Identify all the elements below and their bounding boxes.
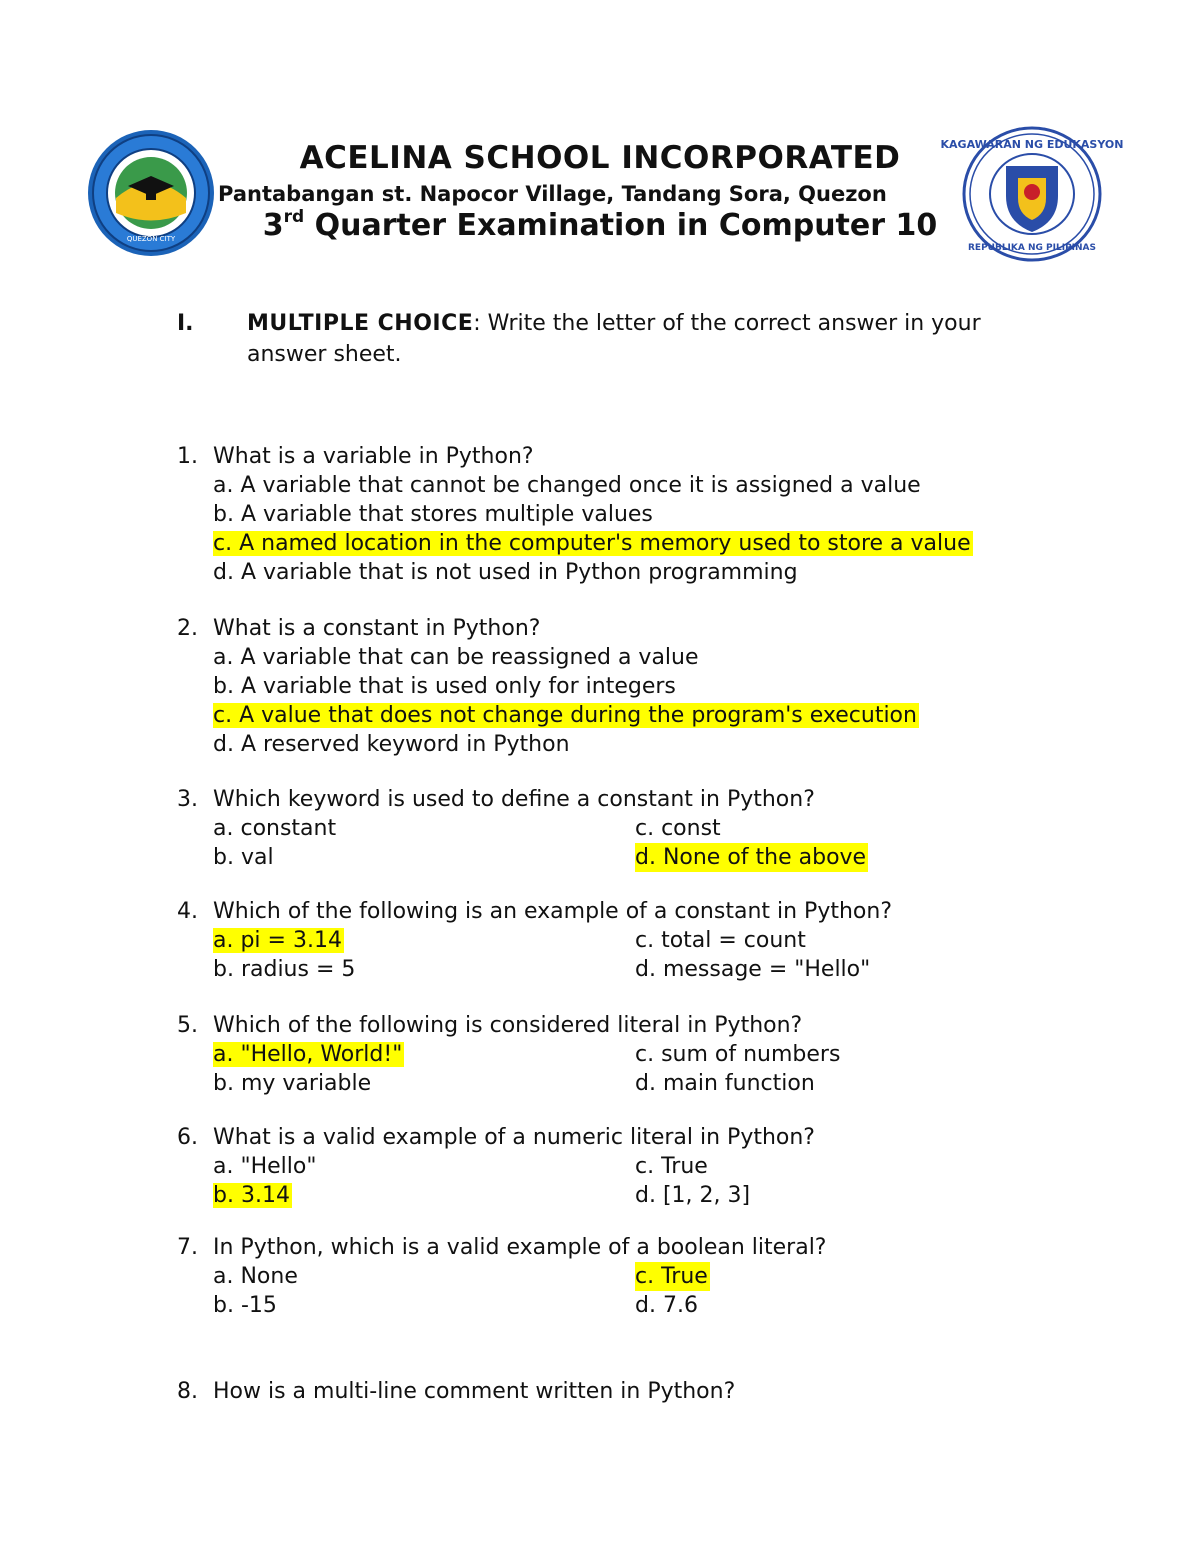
question-number: 4. (177, 899, 198, 924)
question-4 (177, 897, 892, 984)
question-number: 6. (177, 1125, 198, 1150)
option-d: d. A variable that is not used in Python programming (213, 560, 798, 585)
option-d: d. [1, 2, 3] (635, 1183, 751, 1208)
option-d: d. main function (635, 1071, 815, 1096)
exam-title-number: 3 (262, 208, 284, 243)
seal-caption: QUEZON CITY (126, 235, 176, 243)
option-c: c. total = count (635, 928, 806, 953)
section-instruction: : Write the letter of the correct answer in your answer sheet. (247, 311, 981, 367)
option-a-highlighted-answer: a. "Hello, World!" (213, 1042, 403, 1067)
option-c-highlighted-answer: c. True (635, 1264, 708, 1289)
option-a: a. A variable that cannot be changed once it is assigned a value (213, 473, 921, 498)
question-number: 8. (177, 1379, 198, 1404)
question-6 (177, 1123, 815, 1210)
option-c: c. sum of numbers (635, 1042, 841, 1067)
exam-title-ordinal: rd (283, 207, 305, 227)
question-number: 5. (177, 1013, 198, 1038)
deped-seal-top-text: KAGAWARAN NG EDUKASYON (940, 138, 1124, 151)
option-c: c. True (635, 1154, 708, 1179)
question-2 (177, 614, 919, 759)
section-heading: MULTIPLE CHOICE (247, 311, 474, 336)
question-8 (177, 1377, 735, 1406)
section-instruction-block (247, 308, 1057, 370)
option-d: d. 7.6 (635, 1293, 698, 1318)
section-multiple-choice (177, 308, 1057, 370)
option-c-highlighted-answer: c. A named location in the computer's memory used to store a value (213, 531, 971, 556)
question-text: How is a multi-line comment written in Python? (213, 1379, 736, 1404)
option-c: c. const (635, 816, 721, 841)
option-a-highlighted-answer: a. pi = 3.14 (213, 928, 342, 953)
exam-title-text: Quarter Examination in Computer 10 (304, 208, 938, 243)
option-b: b. val (213, 845, 274, 870)
question-text: Which of the following is an example of a constant in Python? (213, 899, 892, 924)
option-c-highlighted-answer: c. A value that does not change during the program's execution (213, 703, 917, 728)
option-b-highlighted-answer: b. 3.14 (213, 1183, 290, 1208)
option-b: b. A variable that stores multiple values (213, 502, 653, 527)
option-d: d. A reserved keyword in Python (213, 732, 570, 757)
question-text: What is a constant in Python? (213, 616, 541, 641)
option-a: a. A variable that can be reassigned a value (213, 645, 699, 670)
option-a: a. constant (213, 816, 337, 841)
question-text: Which keyword is used to define a constant in Python? (213, 787, 815, 812)
question-text: What is a variable in Python? (213, 444, 534, 469)
section-numeral: I. (177, 311, 194, 336)
school-name: ACELINA SCHOOL INCORPORATED (299, 140, 901, 176)
question-5 (177, 1011, 841, 1098)
question-number: 7. (177, 1235, 198, 1260)
question-text: What is a valid example of a numeric literal in Python? (213, 1125, 815, 1150)
question-3 (177, 785, 867, 872)
question-text: In Python, which is a valid example of a boolean literal? (213, 1235, 827, 1260)
question-text: Which of the following is considered literal in Python? (213, 1013, 803, 1038)
question-number: 1. (177, 444, 198, 469)
question-1 (177, 442, 973, 587)
option-b: b. -15 (213, 1293, 277, 1318)
option-b: b. A variable that is used only for integers (213, 674, 676, 699)
school-address: Pantabangan st. Napocor Village, Tandang Sora, Quezon (218, 182, 887, 206)
question-number: 2. (177, 616, 198, 641)
option-d: d. message = "Hello" (635, 957, 871, 982)
option-b: b. radius = 5 (213, 957, 356, 982)
deped-torch-icon (1024, 184, 1040, 200)
question-7 (177, 1233, 827, 1320)
question-number: 3. (177, 787, 198, 812)
option-b: b. my variable (213, 1071, 372, 1096)
option-d-highlighted-answer: d. None of the above (635, 845, 867, 870)
option-a: a. "Hello" (213, 1154, 317, 1179)
deped-seal-bottom-text: REPUBLIKA NG PILIPINAS (967, 243, 1097, 253)
option-a: a. None (213, 1264, 298, 1289)
exam-title (0, 208, 1200, 243)
